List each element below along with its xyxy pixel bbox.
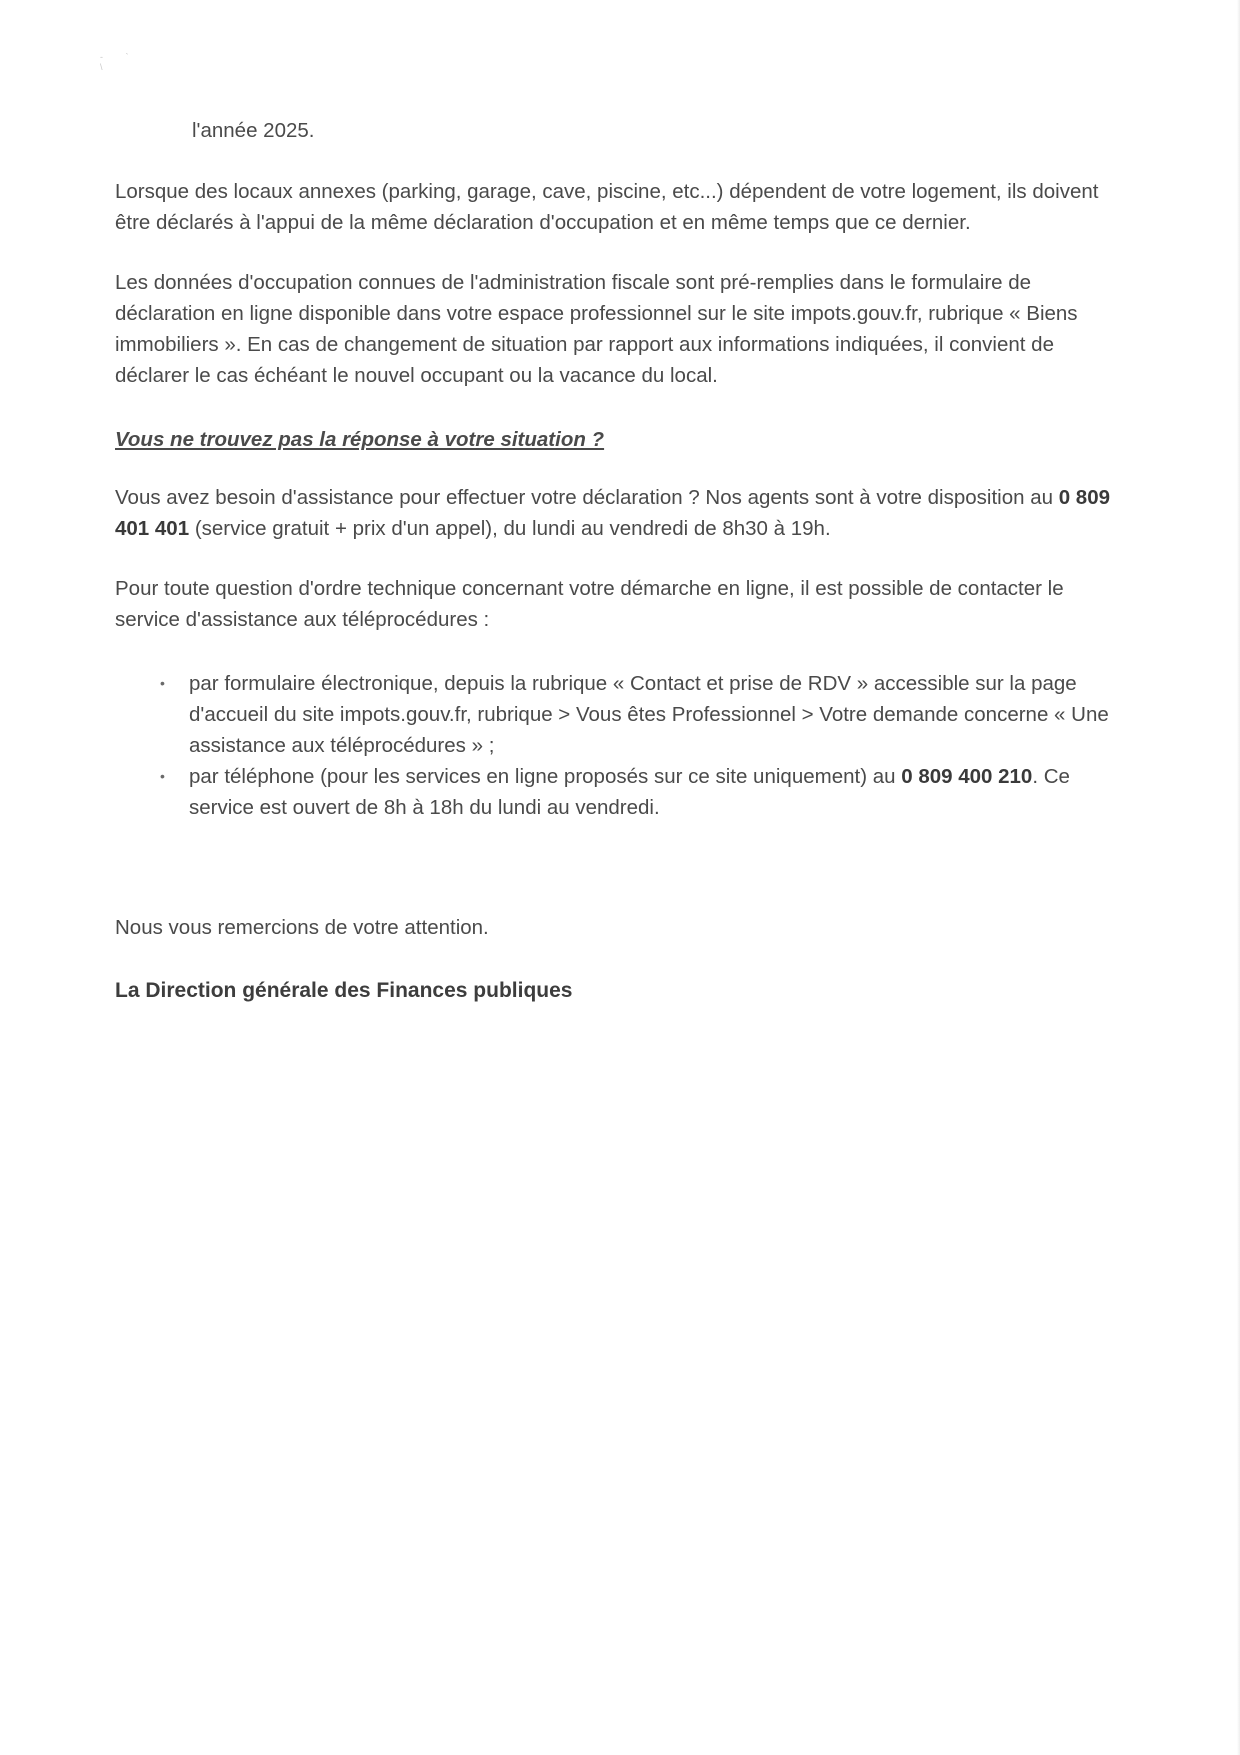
bullet-text-after: . Ce service est ouvert de 8h à 18h du lundi au vendredi. [189, 765, 1070, 819]
bullet-text: par formulaire électronique, depuis la rubrique « Contact et prise de RDV » accessible sur la page d'accueil du site impots.gouv.fr, rubrique > Vous êtes Professionnel > Votre demande concerne « Une assistance aux téléprocédures » ; [189, 672, 1109, 757]
bullet-text-before: par téléphone (pour les services en ligne proposés sur ce site uniquement) au [189, 765, 896, 788]
closing-line: Nous vous remercions de votre attention. [115, 916, 489, 939]
scan-artifact: - ` \ [100, 52, 139, 72]
support-phone: 0 809 400 210 [901, 765, 1033, 788]
bullet-icon: • [160, 768, 165, 784]
list-item [115, 668, 1125, 761]
list-item [115, 761, 1125, 823]
assistance-paragraph [115, 482, 1125, 544]
paragraph-donnees: Les données d'occupation connues de l'administration fiscale sont pré-remplies dans le formulaire de déclaration en ligne disponible dans votre espace professionnel sur le site impots.gouv.fr, rubrique « Biens immobiliers ». En cas de changement de situation par rapport aux informations indiquées, il convient de déclarer le cas échéant le nouvel occupant ou la vacance du local. [115, 271, 1078, 387]
signature: La Direction générale des Finances publiques [115, 979, 573, 1002]
help-heading: Vous ne trouvez pas la réponse à votre situation ? [115, 428, 605, 451]
bullet-icon: • [160, 675, 165, 691]
intro-line: l'année 2025. [192, 119, 315, 142]
assistance-options-list [115, 668, 1125, 823]
technical-question-paragraph: Pour toute question d'ordre technique concernant votre démarche en ligne, il est possible de contacter le service d'assistance aux téléprocédures : [115, 577, 1064, 631]
paragraph-annexes: Lorsque des locaux annexes (parking, garage, cave, piscine, etc...) dépendent de votre logement, ils doivent être déclarés à l'appui de la même déclaration d'occupation et en même temps que ce dernier. [115, 180, 1099, 234]
assistance-phone: 0 809 401 401 [115, 486, 1111, 540]
assistance-text-after: (service gratuit + prix d'un appel), du lundi au vendredi de 8h30 à 19h. [194, 517, 831, 540]
assistance-text-before: Vous avez besoin d'assistance pour effectuer votre déclaration ? Nos agents sont à votre disposition au [115, 486, 1053, 509]
